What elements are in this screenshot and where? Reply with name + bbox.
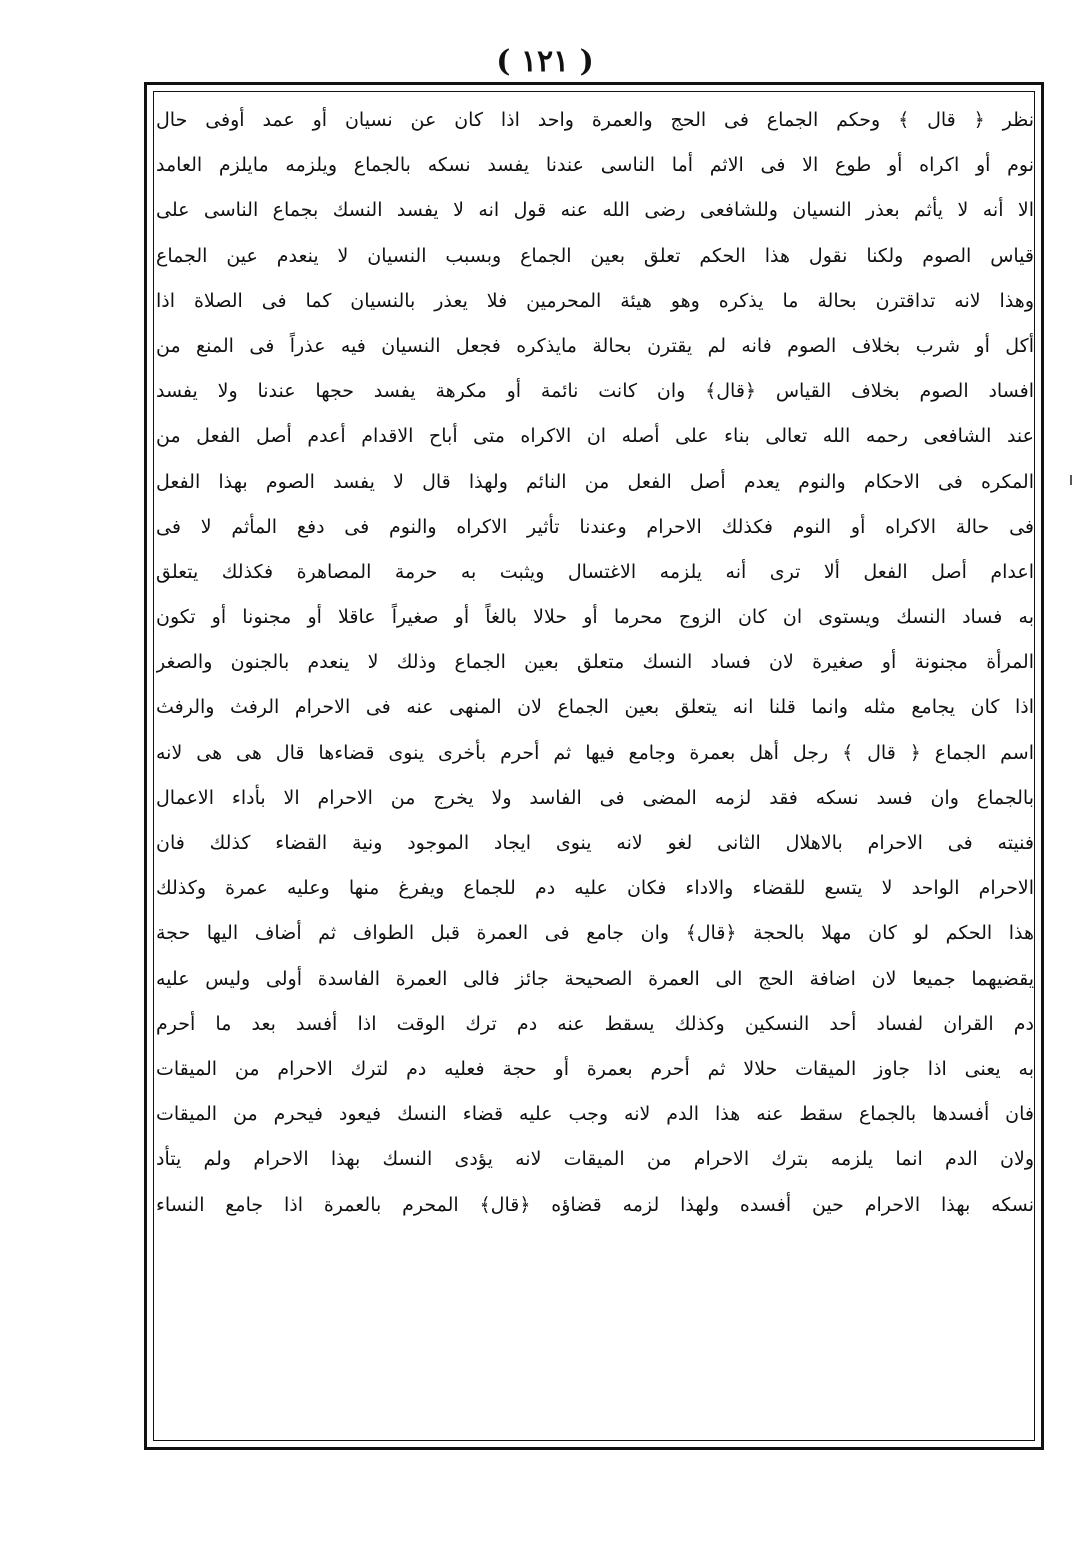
text-line: افساد الصوم بخلاف القياس ﴿قال﴾ وان كانت نائمة أو مكرهة يفسد حجها عندنا ولا يفسد — [156, 380, 1034, 403]
text-line: عند الشافعى رحمه الله تعالى بناء على أصله ان الاكراه متى أباح الاقدام أعدم أصل الفعل من — [156, 425, 1034, 448]
text-line: به فساد النسك ويستوى ان كان الزوج محرما أو حلالا بالغاً أو صغيراً عاقلا أو مجنونا أو تكون — [156, 606, 1034, 629]
text-line: بالجماع وان فسد نسكه فقد لزمه المضى فى الفاسد ولا يخرج من الاحرام الا بأداء الاعمال — [156, 786, 1034, 809]
text-line: نوم أو اكراه أو طوع الا فى الاثم أما الناسى عندنا يفسد نسكه بالجماع ويلزمه مايلزم العامد — [156, 154, 1034, 177]
text-line: به يعنى اذا جاوز الميقات حلالا ثم أحرم بعمرة أو حجة فعليه دم لترك الاحرام من الميقات — [156, 1057, 1034, 1080]
text-line: قياس الصوم ولكنا نقول هذا الحكم تعلق بعين الجماع وبسبب النسيان لا ينعدم عين الجماع — [156, 244, 1034, 267]
text-line: فان أفسدها بالجماع سقط عنه هذا الدم لانه وجب عليه قضاء النسك فيعود فيحرم من الميقات — [156, 1103, 1034, 1126]
text-line: الا أنه لا يأثم بعذر النسيان وللشافعى رضى الله عنه قول انه لا يفسد النسك بجماع الناسى على — [156, 199, 1034, 222]
text-line: هذا الحكم لو كان مهلا بالحجة ﴿قال﴾ وان جامع فى العمرة قبل الطواف ثم أضاف اليها حجة — [156, 922, 1034, 945]
text-line: فنيته فى الاحرام بالاهلال الثانى لغو لانه ينوى ايجاد الموجود ونية القضاء كذلك فان — [156, 832, 1034, 854]
text-line: اذا كان يجامع مثله وانما قلنا انه يتعلق بعين الجماع لان المنهى عنه فى الاحرام الرفث والرفث — [156, 696, 1034, 719]
text-line: الاحرام الواحد لا يتسع للقضاء والاداء فكان عليه دم للجماع ويفرغ منها وعليه عمرة وكذلك — [156, 877, 1034, 900]
text-line: اسم الجماع ﴿ قال ﴾ رجل أهل بعمرة وجامع فيها ثم أحرم بأخرى ينوى قضاءها قال هى هى لانه — [156, 741, 1034, 764]
page-number: ( ١٢١ ) — [496, 44, 594, 79]
scan-mark — [1070, 475, 1072, 485]
text-line: ولان الدم انما يلزمه بترك الاحرام من الميقات لانه يؤدى النسك بهذا الاحرام ولم يتأد — [156, 1148, 1034, 1171]
text-line: فى حالة الاكراه أو النوم فكذلك الاحرام وعندنا تأثير الاكراه والنوم فى دفع المأثم لا فى — [156, 515, 1034, 538]
text-line: أكل أو شرب بخلاف الصوم فانه لم يقترن بحالة مايذكره فجعل النسيان فيه عذراً فى المنع من — [156, 334, 1034, 357]
text-line: يقضيهما جميعا لان اضافة الحج الى العمرة الصحيحة جائز فالى العمرة الفاسدة أولى وليس عليه — [156, 967, 1034, 990]
text-line: دم القران لفساد أحد النسكين وكذلك يسقط عنه دم ترك الوقت اذا أفسد بعد ما أحرم — [156, 1012, 1034, 1035]
text-line: نسكه بهذا الاحرام حين أفسده ولهذا لزمه قضاؤه ﴿قال﴾ المحرم بالعمرة اذا جامع النساء — [156, 1193, 1034, 1216]
text-line: نظر ﴿ قال ﴾ وحكم الجماع فى الحج والعمرة واحد اذا كان عن نسيان أو عمد أوفى حال — [156, 109, 1034, 131]
text-line: وهذا لانه تداقترن بحالة ما يذكره وهو هيئة المحرمين فلا يعذر بالنسيان كما فى الصلاة اذا — [156, 289, 1034, 312]
text-line: اعدام أصل الفعل ألا ترى أنه يلزمه الاغتسال ويثبت به حرمة المصاهرة فكذلك يتعلق — [156, 560, 1034, 583]
text-body — [156, 98, 1034, 1228]
text-line: المكره فى الاحكام والنوم يعدم أصل الفعل من النائم ولهذا قال لا يفسد الصوم بهذا الفعل — [156, 470, 1034, 493]
text-line: المرأة مجنونة أو صغيرة لان فساد النسك متعلق بعين الجماع وذلك لا ينعدم بالجنون والصغر — [156, 651, 1034, 674]
